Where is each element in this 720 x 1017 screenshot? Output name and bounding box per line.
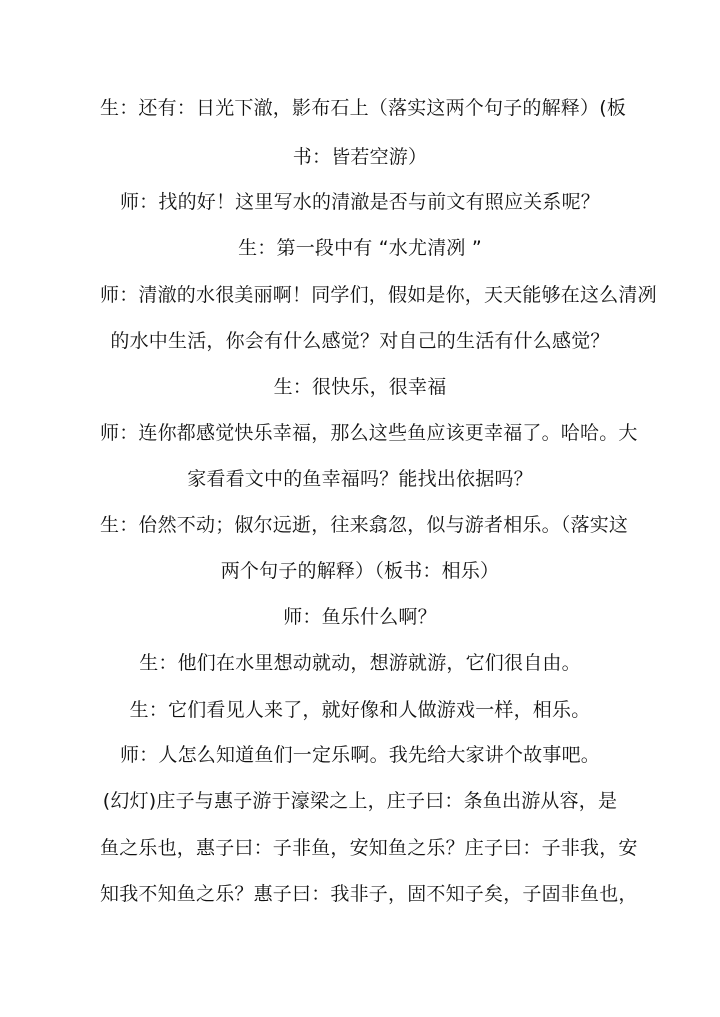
text-line: 生：他们在水里想动就动，想游就游，它们很自由。 — [139, 652, 581, 674]
text-line: 书：皆若空游） — [292, 146, 428, 168]
text-line: 生：它们看见人来了，就好像和人做游戏一样，相乐。 — [129, 699, 591, 721]
text-line: 师：找的好！这里写水的清澈是否与前文有照应关系呢？ — [119, 191, 600, 213]
text-line: 师：连你都感觉快乐幸福，那么这些鱼应该更幸福了。哈哈。大 — [100, 422, 638, 444]
text-line: 师：人怎么知道鱼们一定乐啊。我先给大家讲个故事吧。 — [119, 744, 600, 766]
text-line: 鱼之乐也，惠子曰：子非鱼，安知鱼之乐？庄子曰：子非我，安 — [100, 837, 638, 859]
text-line: 生：佁然不动；俶尔远逝，往来翕忽，似与游者相乐。（落实这 — [100, 514, 629, 536]
text-line: 家看看文中的鱼幸福吗？能找出依据吗？ — [187, 468, 533, 490]
text-line: 师：鱼乐什么啊？ — [283, 606, 437, 628]
text-line: 师：清澈的水很美丽啊！同学们，假如是你，天天能够在这么清冽 — [100, 284, 657, 306]
text-line: 的水中生活，你会有什么感觉？对自己的生活有什么感觉？ — [110, 330, 610, 352]
text-line: 两个句子的解释）（板书：相乐） — [220, 560, 500, 582]
text-line: 生：还有：日光下澈，影布石上（落实这两个句子的解释）(板 — [100, 97, 627, 119]
text-line: (幻灯)庄子与惠子游于濠梁之上，庄子曰：条鱼出游从容，是 — [102, 790, 618, 812]
text-line: 生：第一段中有 “水尤清冽 ” — [238, 237, 482, 259]
text-line: 生：很快乐，很幸福 — [273, 376, 447, 398]
text-line: 知我不知鱼之乐？惠子曰：我非子，固不知子矣，子固非鱼也， — [100, 883, 638, 905]
